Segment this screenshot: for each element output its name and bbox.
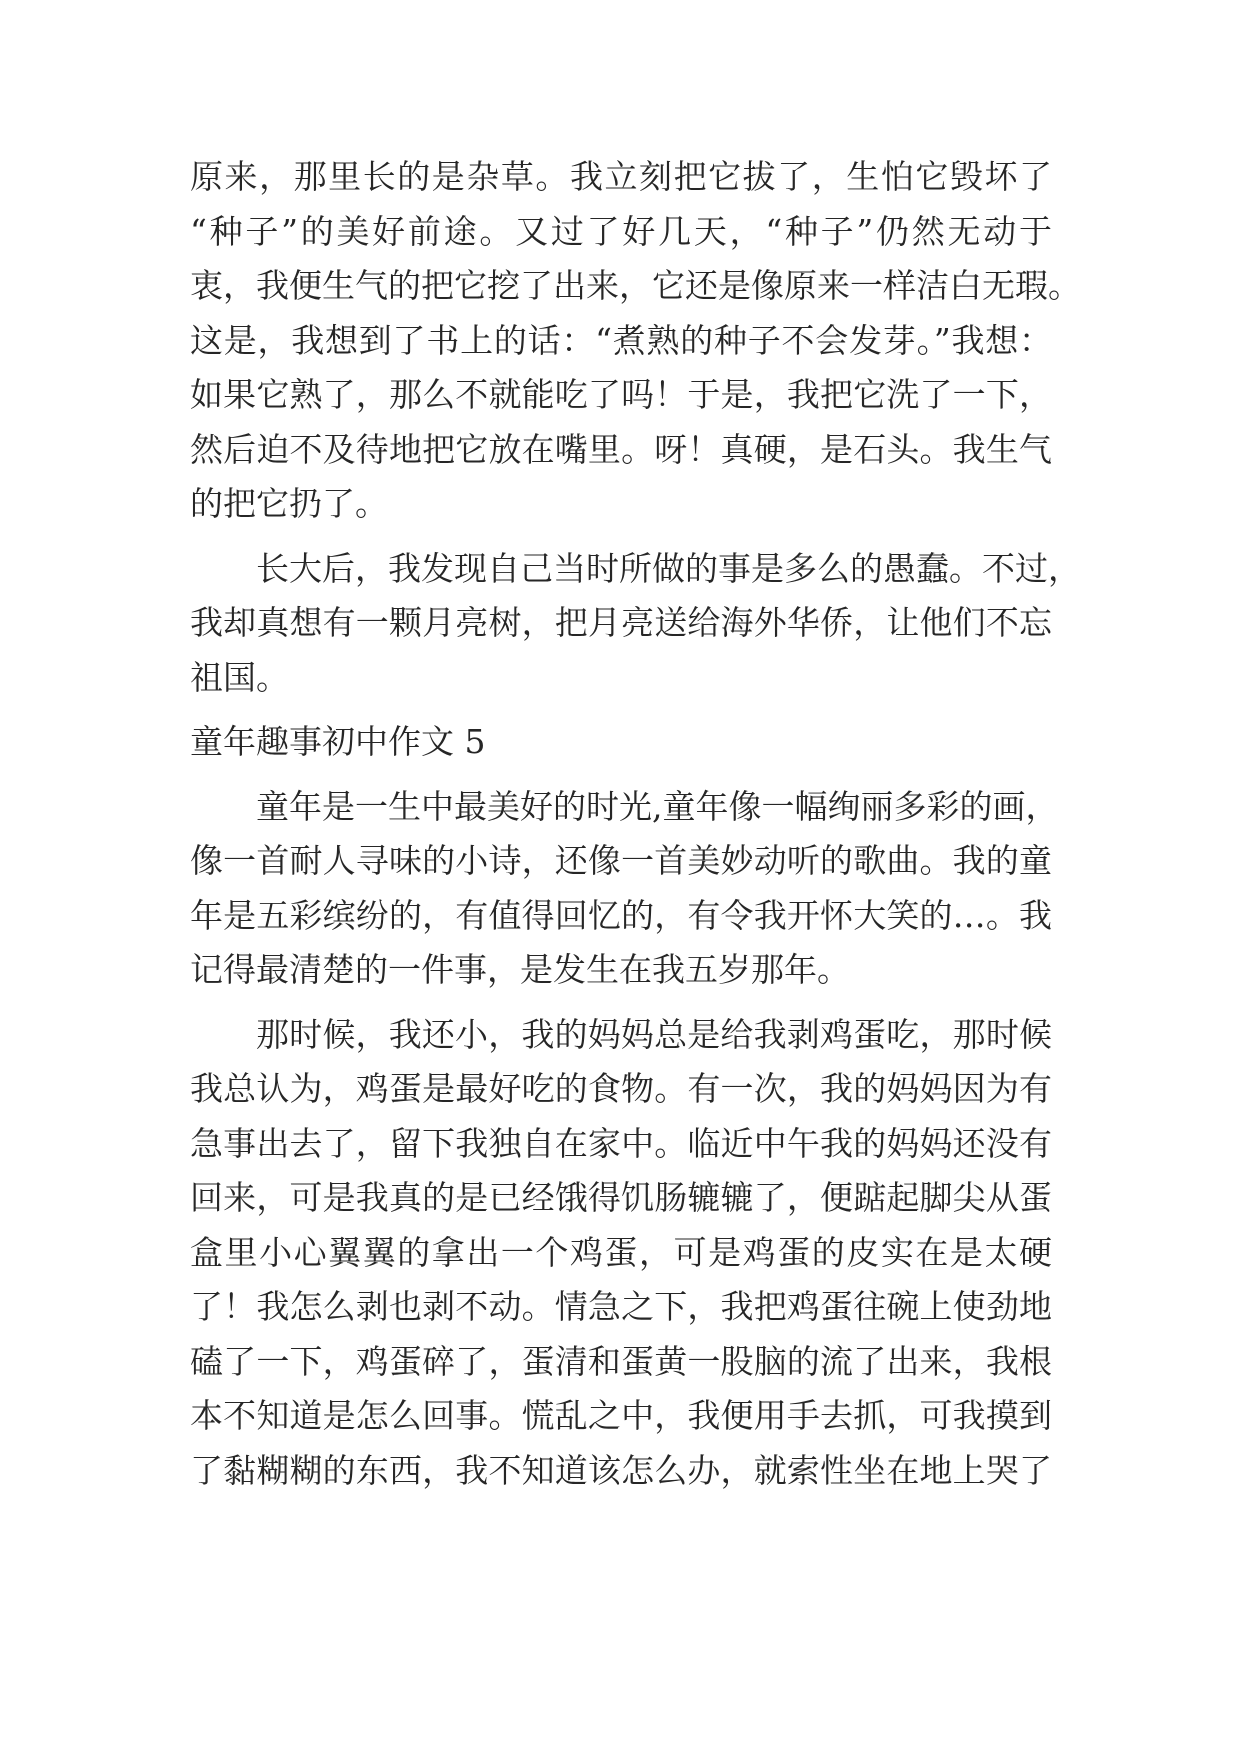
text-line: 这是，我想到了书上的话：“煮熟的种子不会发芽。”我想： bbox=[190, 320, 1052, 360]
text-line: 我总认为，鸡蛋是最好吃的食物。有一次，我的妈妈因为有 bbox=[190, 1069, 1052, 1108]
text-line: 了黏糊糊的东西，我不知道该怎么办，就索性坐在地上哭了 bbox=[190, 1450, 1052, 1490]
text-line: 了！我怎么剥也剥不动。情急之下，我把鸡蛋往碗上使劲地 bbox=[190, 1287, 1052, 1326]
text-line: 本不知道是怎么回事。慌乱之中，我便用手去抓，可我摸到 bbox=[190, 1396, 1052, 1435]
text-line: 童年是一生中最美好的时光,童年像一幅绚丽多彩的画， bbox=[256, 786, 1059, 826]
text-line: 如果它熟了，那么不就能吃了吗！于是，我把它洗了一下， bbox=[190, 375, 1052, 414]
text-line: 我却真想有一颗月亮树，把月亮送给海外华侨，让他们不忘 bbox=[190, 603, 1052, 642]
section-heading: 童年趣事初中作文 5 bbox=[190, 722, 486, 761]
text-line: 的把它扔了。 bbox=[190, 484, 388, 523]
text-line: 急事出去了，留下我独自在家中。临近中午我的妈妈还没有 bbox=[190, 1123, 1052, 1163]
text-line: 长大后，我发现自己当时所做的事是多么的愚蠢。不过， bbox=[256, 548, 1081, 588]
text-line: 原来，那里长的是杂草。我立刻把它拔了，生怕它毁坏了 bbox=[190, 157, 1052, 196]
paragraph bbox=[190, 1008, 1052, 1499]
text-line: 然后迫不及待地把它放在嘴里。呀！真硬，是石头。我生气 bbox=[190, 429, 1052, 469]
paragraph bbox=[190, 542, 1081, 706]
document-body bbox=[190, 150, 1081, 1508]
text-line: 衷，我便生气的把它挖了出来，它还是像原来一样洁白无瑕。 bbox=[190, 266, 1081, 305]
text-line: 那时候，我还小，我的妈妈总是给我剥鸡蛋吃，那时候 bbox=[256, 1014, 1052, 1054]
text-line: 祖国。 bbox=[190, 657, 289, 697]
paragraph bbox=[190, 150, 1081, 532]
text-line: 像一首耐人寻味的小诗，还像一首美妙动听的歌曲。我的童 bbox=[190, 841, 1052, 880]
text-line: “种子”的美好前途。又过了好几天，“种子”仍然无动于 bbox=[190, 211, 1052, 251]
text-line: 磕了一下，鸡蛋碎了，蛋清和蛋黄一股脑的流了出来，我根 bbox=[190, 1341, 1052, 1381]
text-line: 年是五彩缤纷的，有值得回忆的，有令我开怀大笑的…。我 bbox=[190, 895, 1052, 935]
paragraph bbox=[190, 780, 1059, 998]
text-line: 回来，可是我真的是已经饿得饥肠辘辘了，便踮起脚尖从蛋 bbox=[190, 1178, 1052, 1217]
text-line: 记得最清楚的一件事，是发生在我五岁那年。 bbox=[190, 950, 850, 989]
text-line: 盒里小心翼翼的拿出一个鸡蛋，可是鸡蛋的皮实在是太硬 bbox=[190, 1232, 1052, 1272]
